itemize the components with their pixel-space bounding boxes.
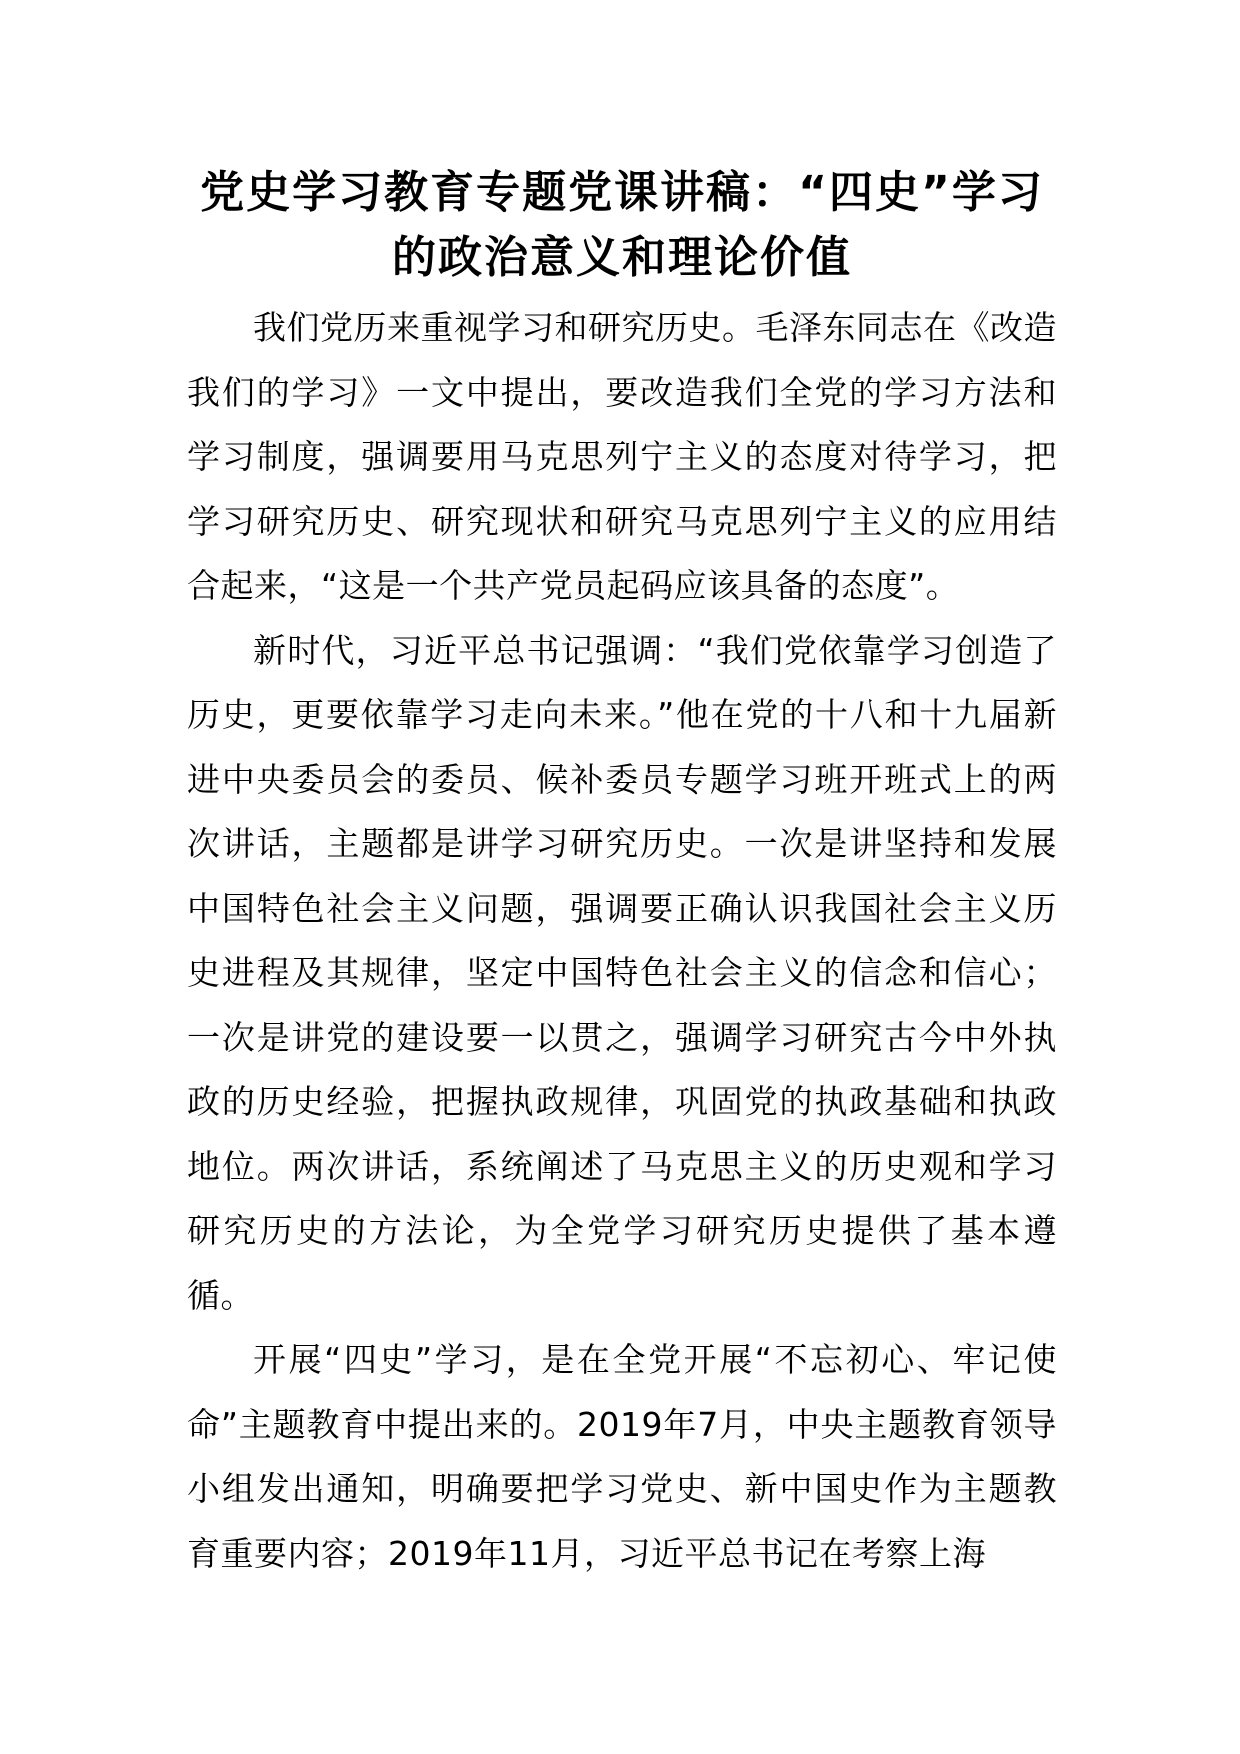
document-title: 党史学习教育专题党课讲稿：“四史”学习的政治意义和理论价值: [200, 167, 1044, 283]
paragraph-2: 新时代，习近平总书记强调：“我们党依靠学习创造了历史，更要依靠学习走向未来。”他在党的十八和十九届新进中央委员会的委员、候补委员专题学习班开班式上的两次讲话，主题都是讲学习研究历史。一次是讲坚持和发展中国特色社会主义问题，强调要正确认识我国社会主义历史进程及其规律，坚定中国特色社会主义的信念和信心；一次是讲党的建设要一以贯之，强调学习研究古今中外执政的历史经验，把握执政规律，巩固党的执政基础和执政地位。两次讲话，系统阐述了马克思主义的历史观和学习研究历史的方法论，为全党学习研究历史提供了基本遵循。: [187, 630, 1057, 1315]
document-body: [187, 160, 1057, 1586]
paragraph-3: 开展“四史”学习，是在全党开展“不忘初心、牢记使命”主题教育中提出来的。2019年7月，中央主题教育领导小组发出通知，明确要把学习党史、新中国史作为主题教育重要内容；2019年11月，习近平总书记在考察上海: [187, 1340, 1057, 1573]
paragraph-1: 我们党历来重视学习和研究历史。毛泽东同志在《改造我们的学习》一文中提出，要改造我们全党的学习方法和学习制度，强调要用马克思列宁主义的态度对待学习，把学习研究历史、研究现状和研究马克思列宁主义的应用结合起来，“这是一个共产党员起码应该具备的态度”。: [187, 308, 1057, 605]
